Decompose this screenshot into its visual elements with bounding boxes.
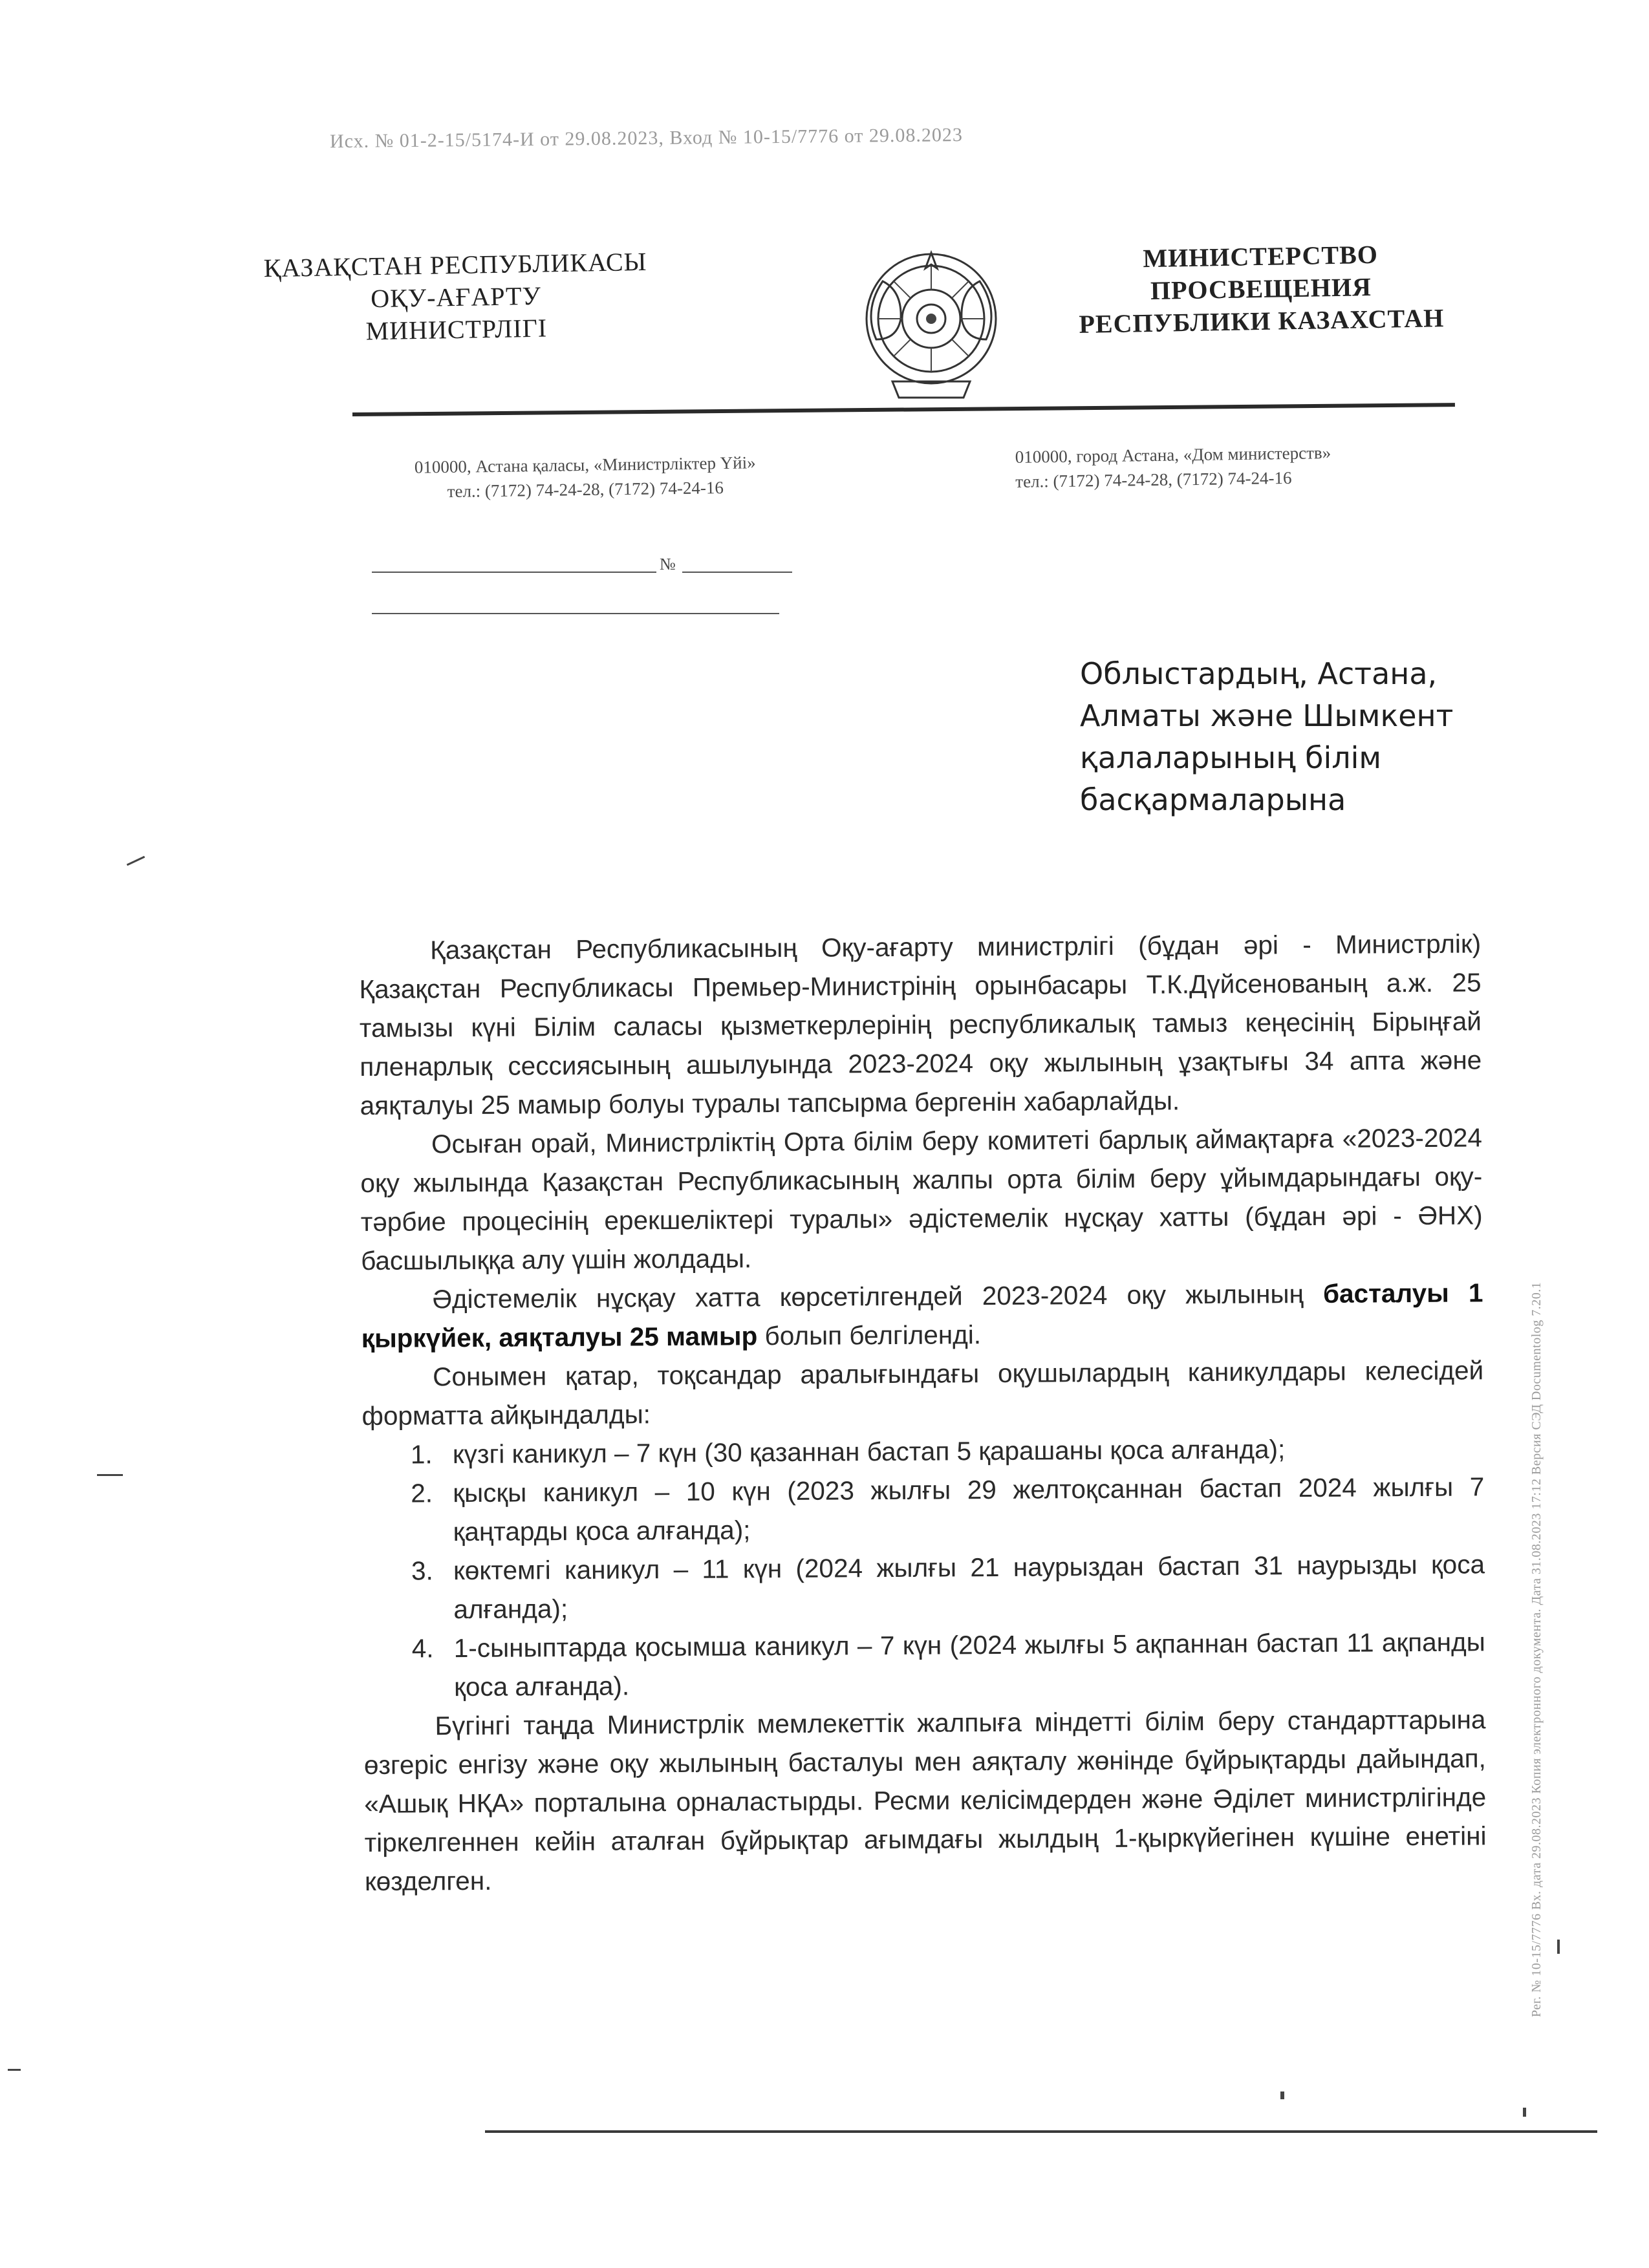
date-blank	[372, 572, 656, 573]
dates-text-start: Әдістемелік нұсқау хатта көрсетілгендей 2023-2024 оқу жылының	[432, 1279, 1304, 1314]
ministry-name-kazakh	[245, 245, 667, 349]
addressee-line: Алматы және Шымкент	[1080, 698, 1454, 733]
address-kz-line1: 010000, Астана қаласы, «Министрліктер Үйі»	[414, 453, 756, 477]
reference-blank	[372, 613, 779, 614]
number-sign: №	[660, 555, 676, 573]
addressee-line: Облыстардың, Астана,	[1080, 656, 1438, 691]
list-item: 4. 1-сыныптарда қосымша каникул – 7 күн (2024 жылғы 5 ақпаннан бастап 11 ақпанды қоса алғанда).	[441, 1622, 1486, 1706]
holidays-list	[362, 1428, 1486, 1707]
list-item: 1. күзгі каникул – 7 күн (30 қазаннан бастап 5 қарашаны қоса алғанда);	[440, 1428, 1484, 1473]
address-ru-line1: 010000, город Астана, «Дом министерств»	[1015, 443, 1331, 467]
ministry-name-russian	[1060, 237, 1463, 341]
state-emblem-icon	[857, 242, 1006, 404]
scan-speck	[1280, 2091, 1284, 2099]
header-kz-line: МИНИСТРЛІГІ	[365, 313, 548, 346]
body-paragraph: Сонымен қатар, тоқсандар аралығындағы оқушылардың каникулдары келесідей форматта айқындалды:	[361, 1355, 1484, 1431]
address-kazakh	[365, 449, 806, 504]
header-kz-line: ОҚУ-АҒАРТУ	[370, 281, 542, 314]
address-russian	[1015, 438, 1469, 494]
addressee-line: басқармаларына	[1080, 782, 1346, 817]
outgoing-number-line	[372, 556, 799, 575]
list-item: 3. көктемгі каникул – 11 күн (2024 жылғы 21 наурыздан бастап 31 наурызды қоса алғанда);	[440, 1545, 1485, 1629]
scan-speck	[97, 1474, 123, 1476]
header-ru-line: ПРОСВЕЩЕНИЯ	[1150, 272, 1372, 305]
list-item: 2. қысқы каникул – 10 күн (2023 жылғы 29 желтоқсаннан бастап 2024 жылғы 7 қаңтарды қоса алғанда);	[440, 1467, 1485, 1551]
header-ru-line: РЕСПУБЛИКИ КАЗАХСТАН	[1079, 303, 1445, 339]
side-stamp-text: Рег. № 10-15/7776 Вх. дата 29.08.2023 Копия электронного документа. Дата 31.08.2023 17:12 Версия СЭД Documentolog 7.20.1	[1529, 1281, 1544, 2017]
scan-speck	[127, 856, 145, 866]
side-registration-stamp	[1529, 207, 1555, 2017]
body-paragraph: Қазақстан Республикасының Оқу-ағарту министрлігі (бұдан әрі - Министрлік) Қазақстан Республикасы Премьер-Министрінің орынбасары Т.К.Дүйсенованың а.ж. 25 тамызы күні Білім саласы қызметкерлерінің республикалық тамыз кеңесінің Бірыңғай пленарлық сессиясының ашылуында 2023-2024 оқу жылының ұзақтығы 34 апта және аяқталуы 25 мамыр болуы туралы тапсырма бергенін хабарлайды.	[359, 928, 1482, 1120]
scan-speck	[1523, 2108, 1526, 2117]
addressee-line: қалаларының білім	[1080, 740, 1382, 775]
header-kz-line: ҚАЗАҚСТАН РЕСПУБЛИКАСЫ	[263, 246, 647, 283]
letter-body	[359, 924, 1487, 1901]
addressee-block	[1080, 653, 1494, 821]
address-ru-line2: тел.: (7172) 74-24-28, (7172) 74-24-16	[1015, 467, 1292, 491]
body-paragraph: Бүгінгі таңда Министрлік мемлекеттік жалпыға міндетті білім беру стандарттарына өзгеріс енгізу және оқу жылының басталуы мен аяқталу жөнінде бұйрықтарды дайындап, «Ашық НҚА» порталына орналастырды. Ресми келісімдерден және Әділет министрлігінде тіркелгеннен кейін аталған бұйрықтар ағымдағы жылдың 1-қыркүйегінен күшіне енетіні көзделген.	[363, 1704, 1487, 1896]
scan-speck	[8, 2069, 21, 2071]
body-paragraph: Осыған орай, Министрліктің Орта білім беру комитеті барлық аймақтарға «2023-2024 оқу жылында Қазақстан Республикасының жалпы орта білім беру ұйымдарындағы оқу-тәрбие процесінің ерекшеліктері туралы» әдістемелік нұсқау хатты (бұдан әрі - ӘНХ) басшылыққа алу үшін жолдады.	[360, 1122, 1483, 1276]
number-blank	[682, 572, 792, 573]
address-kz-line2: тел.: (7172) 74-24-28, (7172) 74-24-16	[447, 478, 724, 501]
letterhead-divider	[352, 403, 1455, 416]
registration-stamp: Исх. № 01-2-15/5174-И от 29.08.2023, Вход № 10-15/7776 от 29.08.2023	[329, 124, 964, 153]
scan-speck	[1557, 1940, 1560, 1954]
header-ru-line: МИНИСТЕРСТВО	[1142, 239, 1379, 273]
body-paragraph-dates	[361, 1273, 1483, 1358]
dates-text-end: болып белгіленді.	[764, 1320, 982, 1351]
page-bottom-border	[485, 2130, 1597, 2133]
dates-bold: басталуы 1 қыркүйек, аяқталуы 25 мамыр	[361, 1278, 1483, 1353]
